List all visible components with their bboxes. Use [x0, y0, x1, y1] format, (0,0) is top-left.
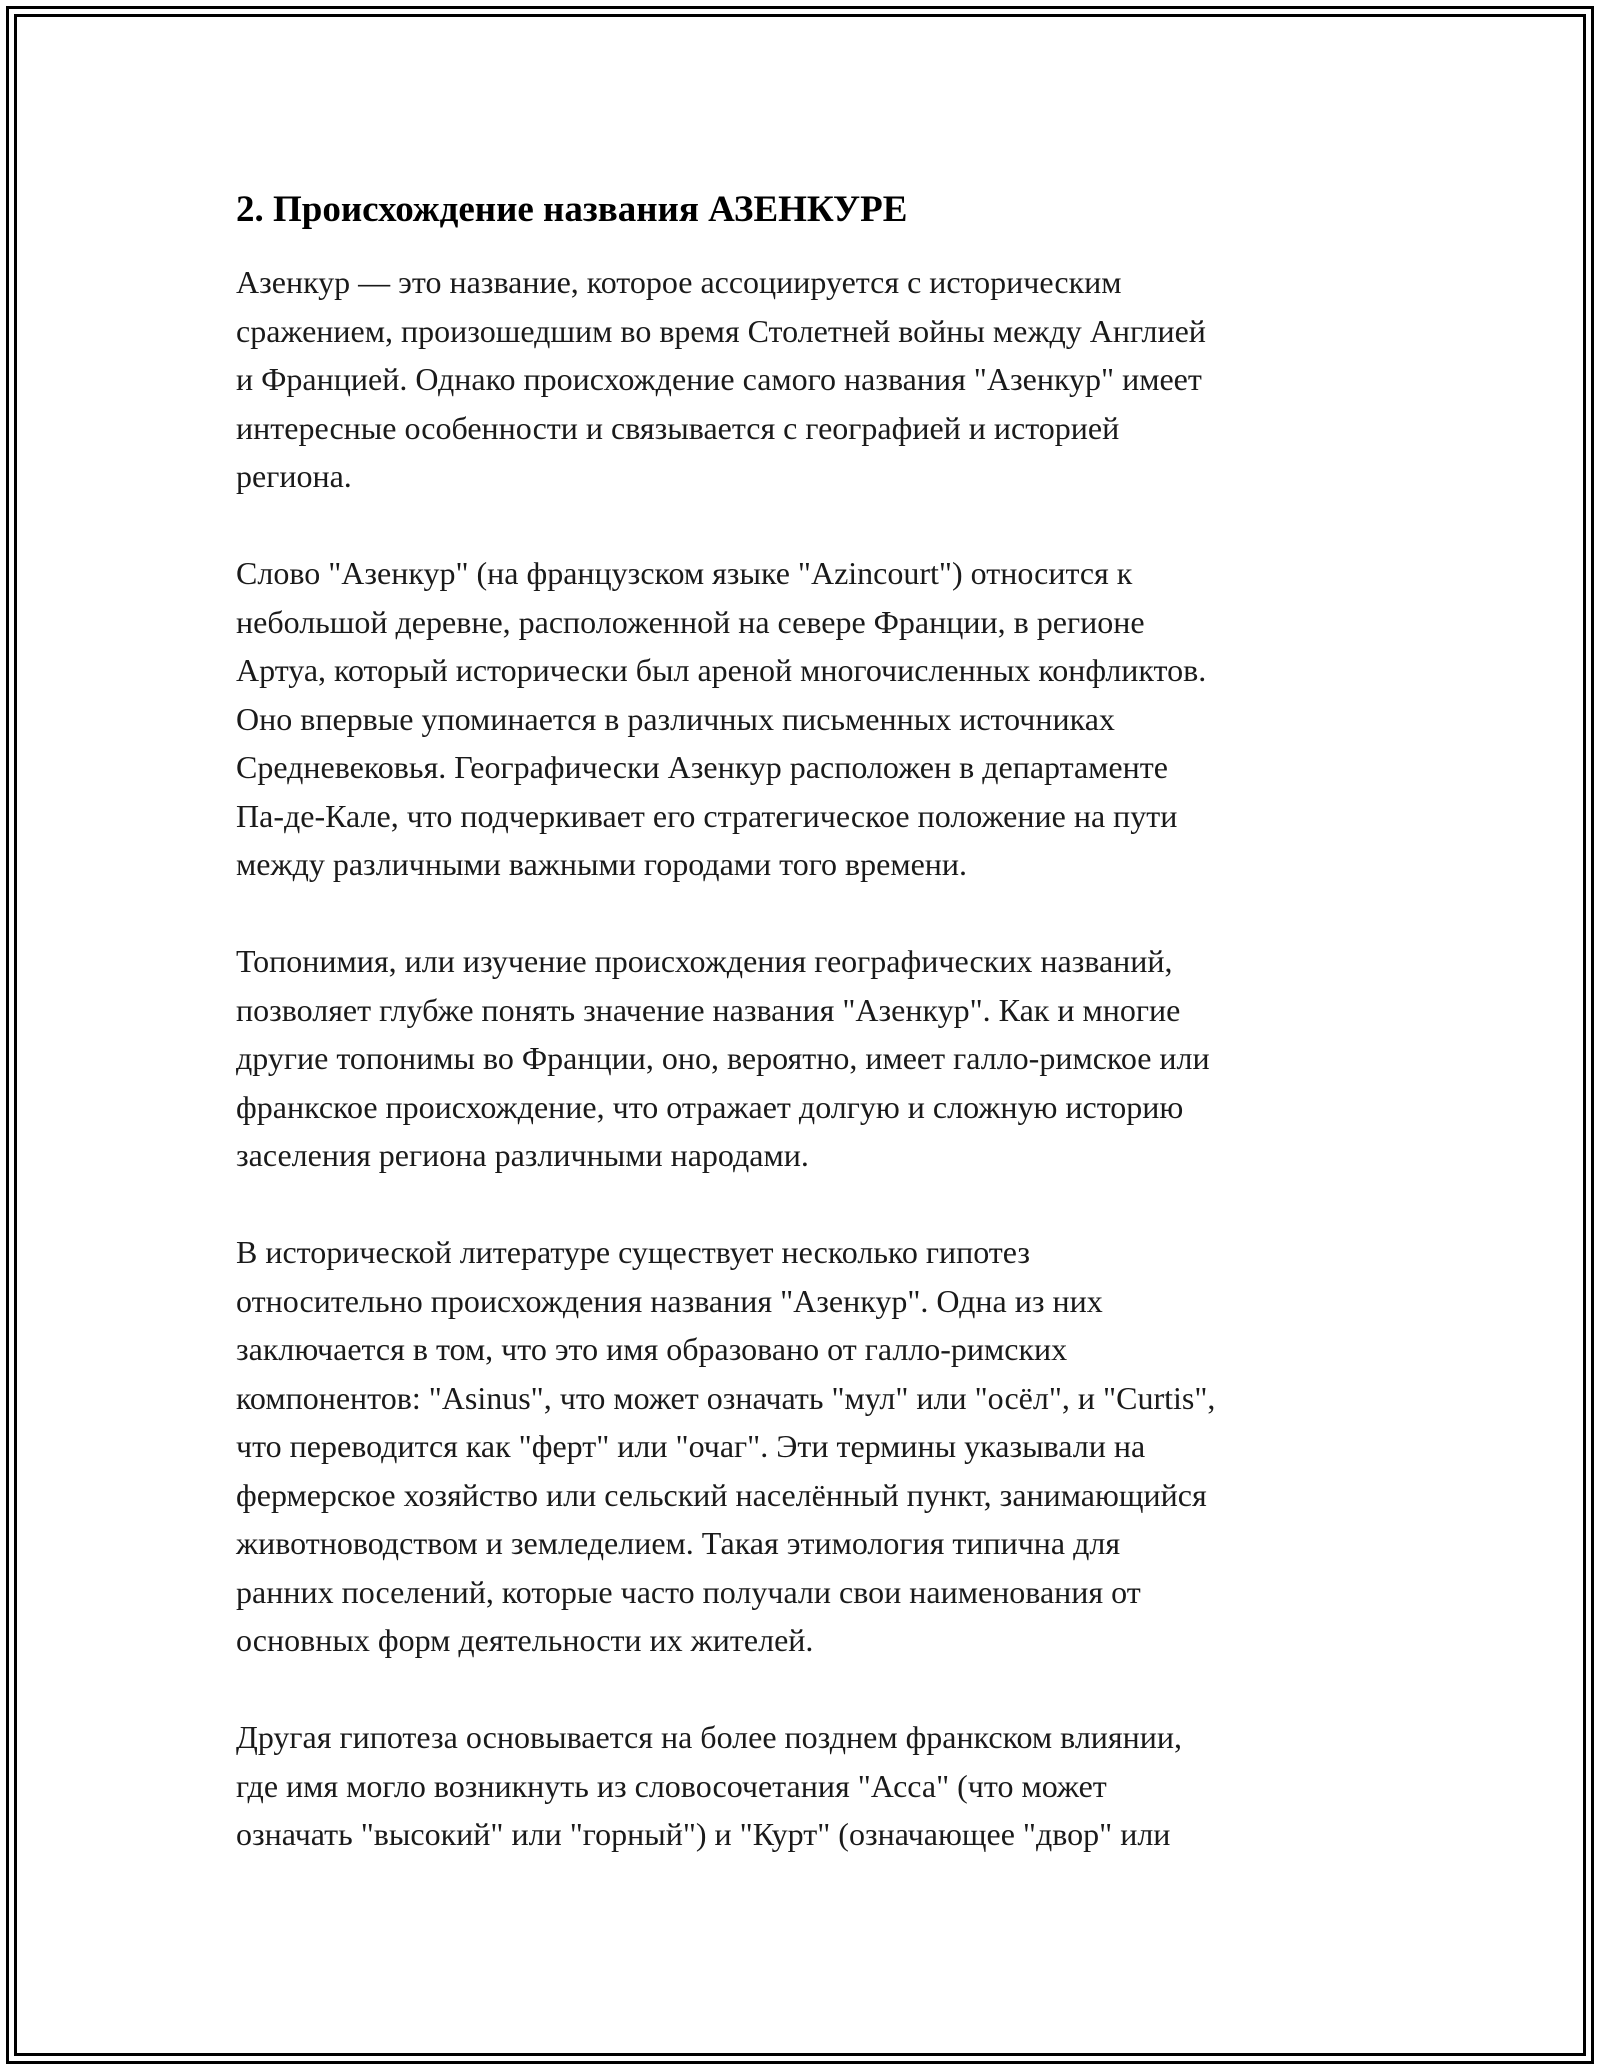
- paragraph-5: Другая гипотеза основывается на более позднем франкском влиянии, где имя могло возникнуть из словосочетания "Асса" (что может означать "высокий" или "горный") и "Курт" (означающее "двор" или: [236, 1719, 1183, 1852]
- document-body: [236, 186, 1396, 1907]
- paragraph-1: Азенкур — это название, которое ассоциируется с историческим сражением, произошедшим во время Столетней войны между Англией и Францией. Однако происхождение самого названия "Азенкур" имеет интересные особенности и связывается с географией и историей региона.: [236, 264, 1206, 494]
- section-heading: 2. Происхождение названия АЗЕНКУРЕ: [236, 189, 908, 230]
- paragraph-4: В исторической литературе существует несколько гипотез относительно происхождения названия "Азенкур". Одна из них заключается в том, что это имя образовано от галло-римских компонентов: "Asinus", что может означать "мул" или "осёл", и "Curtis", что переводится как "ферт" или "очаг". Эти термины указывали на фермерское хозяйство или сельский населённый пункт, занимающийся животноводством и земледелием. Такая этимология типична для ранних поселений, которые часто получали свои наименования от основных форм деятельности их жителей.: [236, 1234, 1216, 1658]
- paragraph-3: Топонимия, или изучение происхождения географических названий, позволяет глубже понять значение названия "Азенкур". Как и многие другие топонимы во Франции, оно, вероятно, имеет галло-римское или франкское происхождение, что отражает долгую и сложную историю заселения региона различными народами.: [236, 943, 1210, 1173]
- paragraph-2: Слово "Азенкур" (на французском языке "Azincourt") относится к небольшой деревне, расположенной на севере Франции, в регионе Артуа, который исторически был ареной многочисленных конфликтов. Оно впервые упоминается в различных письменных источниках Средневековья. Географически Азенкур расположен в департаменте Па-де-Кале, что подчеркивает его стратегическое положение на пути между различными важными городами того времени.: [236, 555, 1207, 882]
